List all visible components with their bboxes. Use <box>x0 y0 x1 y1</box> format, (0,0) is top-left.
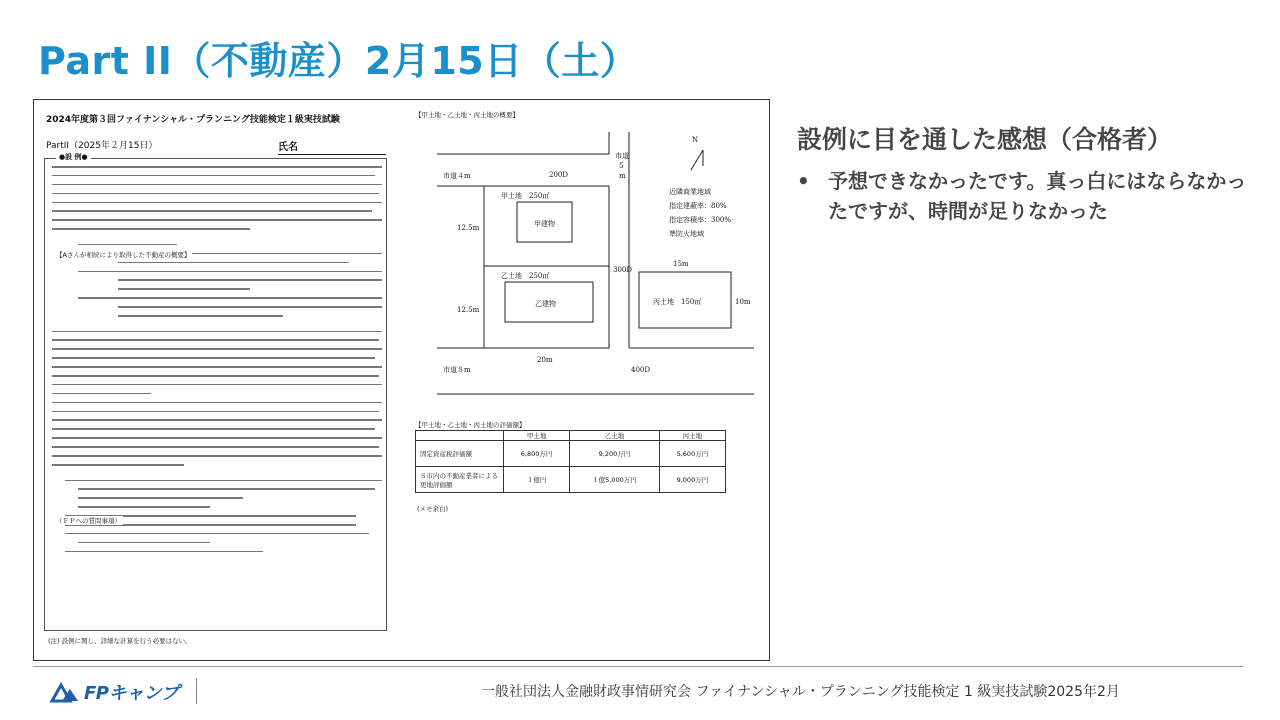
width-c: 15m <box>673 260 689 268</box>
row-label: Ｓ市内の不動産業者による更地評価額 <box>416 467 504 493</box>
depth-b: 12.5m <box>457 306 480 314</box>
row-label: 固定資産税評価額 <box>416 441 504 467</box>
depth-c: 10m <box>735 298 751 306</box>
bullet-icon: • <box>797 169 810 193</box>
road-right-unit: m <box>619 172 626 180</box>
lot-b-building: 乙建物 <box>535 300 556 308</box>
table-row <box>416 441 726 467</box>
road-top-width: 市道４m <box>443 172 471 180</box>
case-column <box>34 100 404 660</box>
case-body-text <box>52 166 382 560</box>
valuation-title: 【甲土地・乙土地・丙土地の評価額】 <box>415 421 526 429</box>
table-header-cell <box>416 431 504 441</box>
footer-source: 一般社団法人金融財政事情研究会 ファイナンシャル・プランニング技能検定 1 級実技試験2025年2月 <box>481 684 1120 700</box>
table-cell: 6,800万円 <box>504 441 570 467</box>
lot-c-label: 丙土地 150㎡ <box>653 298 702 306</box>
table-cell: 9,000万円 <box>659 467 725 493</box>
site-map <box>409 122 770 412</box>
table-header-cell: 乙土地 <box>570 431 660 441</box>
lot-b-label: 乙土地 250㎡ <box>501 272 550 280</box>
footer-divider <box>33 666 1243 667</box>
zoning-label: 近隣商業地域 <box>669 188 711 196</box>
map-title: 【甲土地・乙土地・丙土地の概要】 <box>415 111 519 119</box>
table-header-cell: 甲土地 <box>504 431 570 441</box>
lot-a-building: 甲建物 <box>534 220 555 228</box>
depth-a: 12.5m <box>457 224 480 232</box>
note-text: (注) 設例に関し、詳細な計算を行う必要はない。 <box>48 637 192 645</box>
memo-text: (メモ余白) <box>417 505 449 513</box>
table-cell: １億5,000万円 <box>570 467 660 493</box>
table-cell: １億円 <box>504 467 570 493</box>
comment-title: 設例に目を通した感想（合格者） <box>797 125 1173 154</box>
road-bottom-frontage: 400D <box>631 366 650 374</box>
road-top-frontage: 200D <box>549 171 568 179</box>
logo-divider <box>196 678 197 704</box>
bcr-label: 指定建蔽率：80% <box>669 202 727 210</box>
north-label: N <box>692 136 699 144</box>
brand-logo <box>50 679 179 705</box>
case-heading: ●設 例● <box>56 152 91 162</box>
width-ab: 20m <box>537 356 553 364</box>
exam-part-date: PartII（2025年２月15日） <box>46 141 158 151</box>
table-cell: 5,600万円 <box>659 441 725 467</box>
slide-title: Part II（不動産）2月15日（土） <box>38 39 639 83</box>
comment-bullet-text: 予想できなかったです。真っ白にはならなかったですが、時間が足りなかった <box>828 169 1247 223</box>
table-header-cell: 丙土地 <box>659 431 725 441</box>
road-bottom-width: 市道８m <box>443 366 471 374</box>
question-heading: （ＦＰへの質問事項） <box>56 517 121 525</box>
far-label: 指定容積率：300% <box>669 216 732 224</box>
name-field-label: 氏名 <box>278 138 386 155</box>
mountain-logo-icon <box>50 681 80 703</box>
exam-page-image <box>33 99 770 661</box>
table-cell: 9,200万円 <box>570 441 660 467</box>
comment-bullet <box>797 166 1257 226</box>
fire-zone-label: 準防火地域 <box>669 230 704 238</box>
valuation-table <box>415 430 726 493</box>
logo-text: FPキャンプ <box>84 683 179 704</box>
road-right-frontage: 300D <box>613 266 632 274</box>
table-row <box>416 467 726 493</box>
exam-title: 2024年度第３回ファイナンシャル・プランニング技能検定１級実技試験 <box>46 115 340 125</box>
property-heading: 【Aさんが相続により取得した不動産の概要】 <box>56 251 191 259</box>
map-column <box>409 100 770 660</box>
road-right-size: 5 <box>619 162 624 170</box>
lot-a-label: 甲土地 250㎡ <box>501 192 550 200</box>
road-right-width: 市道 <box>615 152 629 160</box>
